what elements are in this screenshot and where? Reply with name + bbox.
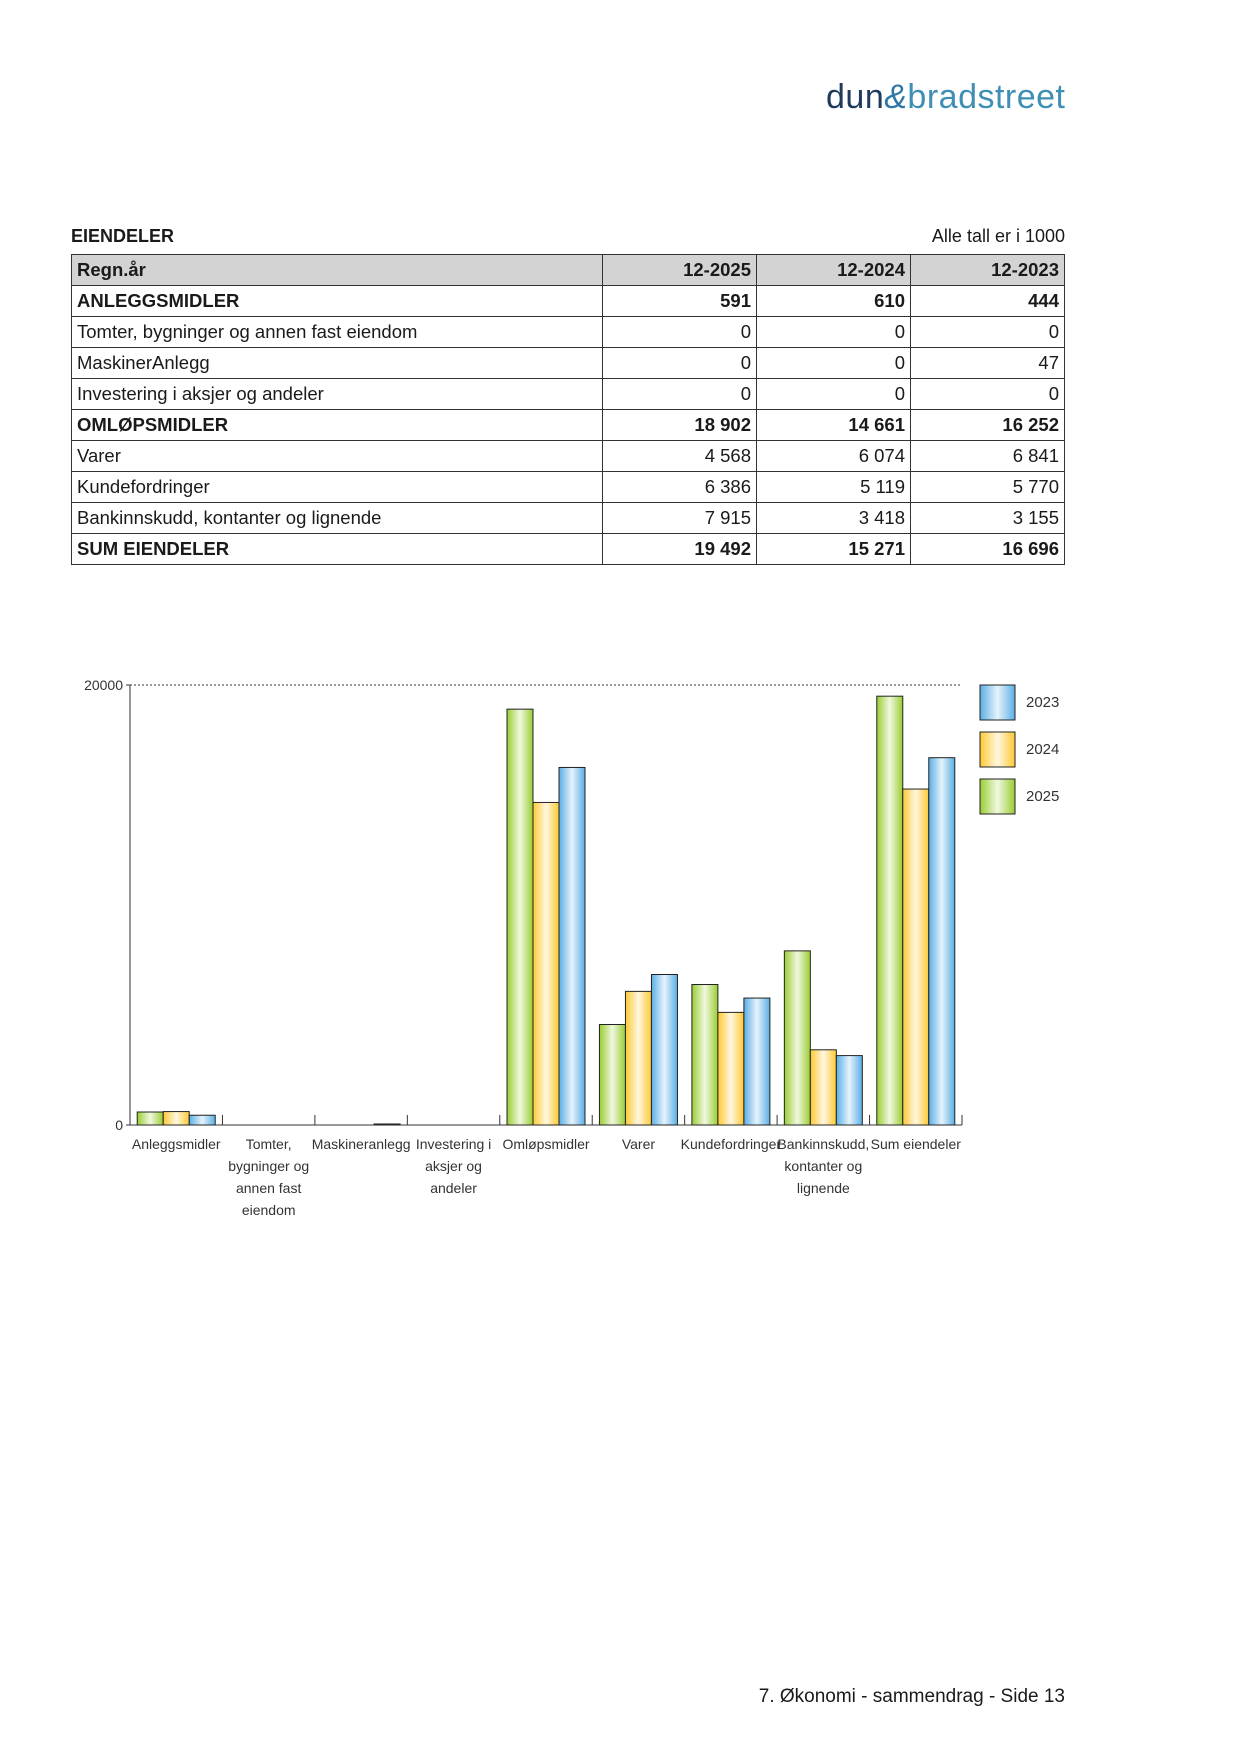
cell-value: 6 841 — [911, 441, 1065, 472]
table-row — [72, 534, 1065, 565]
table-row — [72, 317, 1065, 348]
bar-2024-6 — [718, 1012, 744, 1125]
cell-value: 444 — [911, 286, 1065, 317]
logo-ampersand: & — [884, 78, 908, 116]
x-tick-label: lignende — [796, 1180, 850, 1196]
bar-2023-4 — [559, 767, 585, 1125]
section-title: EIENDELER — [71, 226, 175, 246]
bar-2023-6 — [744, 998, 770, 1125]
bar-2025-8 — [877, 696, 903, 1125]
row-label: SUM EIENDELER — [72, 534, 603, 565]
cell-value: 0 — [911, 379, 1065, 410]
column-header-2023: 12-2023 — [911, 255, 1065, 286]
bar-2023-5 — [651, 974, 677, 1125]
bar-2023-0 — [189, 1115, 215, 1125]
bar-2025-4 — [507, 709, 533, 1125]
cell-value: 0 — [603, 348, 757, 379]
y-tick-label: 20000 — [84, 677, 123, 693]
bar-2024-5 — [625, 991, 651, 1125]
cell-value: 6 386 — [603, 472, 757, 503]
bar-2023-7 — [836, 1056, 862, 1125]
cell-value: 0 — [603, 317, 757, 348]
bar-2024-0 — [163, 1112, 189, 1125]
legend-label: 2025 — [1026, 788, 1060, 805]
x-tick-label: bygninger og — [228, 1158, 310, 1174]
cell-value: 3 155 — [911, 503, 1065, 534]
bar-2023-8 — [929, 758, 955, 1125]
x-tick-label: aksjer og — [425, 1158, 482, 1174]
bar-2025-5 — [599, 1025, 625, 1125]
y-tick-label: 0 — [115, 1117, 123, 1133]
column-header-2025: 12-2025 — [603, 255, 757, 286]
cell-value: 0 — [603, 379, 757, 410]
bar-2024-4 — [533, 802, 559, 1125]
row-label: Bankinnskudd, kontanter og lignende — [72, 503, 603, 534]
table-row — [72, 503, 1065, 534]
x-tick-label: Anleggsmidler — [131, 1136, 221, 1152]
bar-2025-6 — [692, 985, 718, 1125]
x-tick-label: Sum eiendeler — [870, 1136, 961, 1152]
cell-value: 4 568 — [603, 441, 757, 472]
table-header-row — [72, 255, 1065, 286]
row-label: Varer — [72, 441, 603, 472]
x-tick-label: andeler — [430, 1180, 477, 1196]
cell-value: 591 — [603, 286, 757, 317]
cell-value: 3 418 — [757, 503, 911, 534]
page-footer: 7. Økonomi - sammendrag - Side 13 — [758, 1686, 1065, 1707]
assets-table — [71, 254, 1065, 565]
cell-value: 18 902 — [603, 410, 757, 441]
cell-value: 0 — [757, 348, 911, 379]
cell-value: 610 — [757, 286, 911, 317]
cell-value: 15 271 — [757, 534, 911, 565]
cell-value: 47 — [911, 348, 1065, 379]
x-tick-label: Varer — [621, 1136, 656, 1152]
x-tick-label: kontanter og — [784, 1158, 863, 1174]
x-tick-label: Bankinnskudd, — [777, 1136, 870, 1152]
row-label: Investering i aksjer og andeler — [72, 379, 603, 410]
logo-text-bradstreet: bradstreet — [907, 78, 1066, 116]
row-label: Tomter, bygninger og annen fast eiendom — [72, 317, 603, 348]
dun-bradstreet-logo — [826, 78, 1066, 117]
bar-2025-0 — [137, 1112, 163, 1125]
units-note: Alle tall er i 1000 — [931, 226, 1065, 246]
bar-2025-7 — [784, 951, 810, 1125]
x-tick-label: Maskineranlegg — [311, 1136, 411, 1152]
row-label: OMLØPSMIDLER — [72, 410, 603, 441]
column-header-label: Regn.år — [72, 255, 603, 286]
cell-value: 0 — [757, 379, 911, 410]
legend-label: 2024 — [1026, 741, 1060, 758]
table-row — [72, 379, 1065, 410]
bar-2024-7 — [810, 1050, 836, 1125]
bar-2023-2 — [374, 1124, 400, 1125]
cell-value: 5 770 — [911, 472, 1065, 503]
table-row — [72, 441, 1065, 472]
table-row — [72, 348, 1065, 379]
cell-value: 14 661 — [757, 410, 911, 441]
cell-value: 0 — [757, 317, 911, 348]
row-label: ANLEGGSMIDLER — [72, 286, 603, 317]
cell-value: 5 119 — [757, 472, 911, 503]
legend-swatch-2024 — [980, 732, 1015, 767]
assets-bar-chart — [0, 660, 1241, 1260]
cell-value: 16 696 — [911, 534, 1065, 565]
cell-value: 0 — [911, 317, 1065, 348]
x-tick-label: annen fast — [235, 1180, 302, 1196]
row-label: MaskinerAnlegg — [72, 348, 603, 379]
cell-value: 19 492 — [603, 534, 757, 565]
table-row — [72, 472, 1065, 503]
x-tick-label: Tomter, — [245, 1136, 292, 1152]
x-tick-label: Kundefordringer — [680, 1136, 782, 1152]
column-header-2024: 12-2024 — [757, 255, 911, 286]
row-label: Kundefordringer — [72, 472, 603, 503]
table-row — [72, 286, 1065, 317]
cell-value: 16 252 — [911, 410, 1065, 441]
legend-swatch-2023 — [980, 685, 1015, 720]
table-row — [72, 410, 1065, 441]
x-tick-label: eiendom — [241, 1202, 296, 1218]
legend-swatch-2025 — [980, 779, 1015, 814]
logo-text-dun: dun — [826, 78, 885, 116]
legend-label: 2023 — [1026, 694, 1060, 711]
x-tick-label: Omløpsmidler — [502, 1136, 590, 1152]
bar-2024-8 — [903, 789, 929, 1125]
cell-value: 7 915 — [603, 503, 757, 534]
x-tick-label: Investering i — [415, 1136, 492, 1152]
cell-value: 6 074 — [757, 441, 911, 472]
